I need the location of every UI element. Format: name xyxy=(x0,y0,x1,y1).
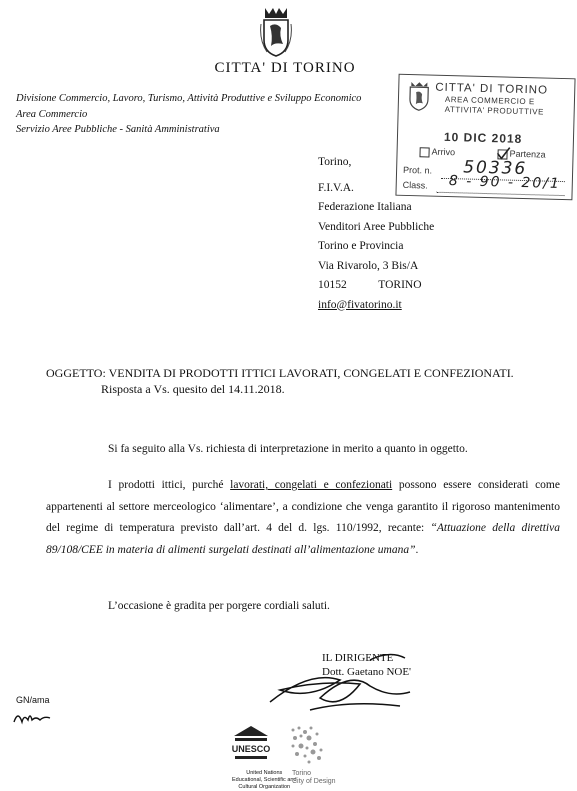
paragraph-main-part: I prodotti ittici, purché xyxy=(108,479,231,491)
prot-number: 50336 xyxy=(462,157,528,180)
stamp-title: CITTA' DI TORINO xyxy=(435,81,549,97)
paragraph-main-part: possono essere considerati come appartenenti al settore merceologico ‘alimentare’, a condizione che venga garantito il rigoroso mantenimento del regime di temperatura previsto dall’art. 4 del d. lgs. 110/1992, recante: xyxy=(46,479,560,534)
stamp-subtitle xyxy=(445,95,545,118)
subject-line xyxy=(46,365,514,381)
place-line: Torino, xyxy=(318,156,352,168)
recipient-city-line xyxy=(318,276,434,296)
torino-city-of-design-logo xyxy=(287,722,331,766)
city-name: CITTA' DI TORINO xyxy=(214,60,356,76)
handwritten-initials xyxy=(12,708,54,726)
unesco-caption-line: Cultural Organization xyxy=(238,784,291,790)
handwritten-signature xyxy=(250,640,420,720)
department-block xyxy=(16,91,361,138)
recipient-line: Via Rivarolo, 3 Bis/A xyxy=(318,259,419,272)
arrivo-label: Arrivo xyxy=(431,146,456,158)
signature-role: IL DIRIGENTE xyxy=(322,652,394,664)
typist-initials: GN/ama xyxy=(16,695,50,705)
unesco-caption-line: United Nations xyxy=(246,770,283,776)
prot-label: Prot. n. xyxy=(402,164,433,176)
recipient-cap: 10152 xyxy=(318,279,347,291)
subject-reference: Risposta a Vs. quesito del 14.11.2018. xyxy=(101,382,285,396)
unesco-logo xyxy=(232,724,270,762)
unesco-logo-word: UNESCO xyxy=(232,744,270,754)
city-crest-logo xyxy=(259,6,293,58)
paragraph-closing: L’occasione è gradita per porgere cordiali saluti. xyxy=(108,600,330,612)
torino-caption-line: City of Design xyxy=(292,778,336,785)
unesco-caption-line: Educational, Scientific and xyxy=(232,777,297,783)
recipient-line: Torino e Provincia xyxy=(318,240,404,252)
class-label: Class. xyxy=(402,179,428,191)
torino-caption xyxy=(292,770,336,786)
subject-text: VENDITA DI PRODOTTI ITTICI LAVORATI, CONGELATI E CONFEZIONATI. xyxy=(108,366,514,380)
paragraph-main-end: . xyxy=(415,543,419,556)
partenza-label: Partenza xyxy=(509,148,546,160)
stamp-subtitle-line: ATTIVITA' PRODUTTIVE xyxy=(444,104,545,117)
paragraph-intro: Si fa seguito alla Vs. richiesta di interpretazione in merito a quanto in oggetto. xyxy=(108,443,468,455)
signature-name: Dott. Gaetano NOE' xyxy=(322,666,412,678)
subject-label: OGGETTO: xyxy=(46,366,106,380)
department-line: Servizio Aree Pubbliche - Sanità Amministrativa xyxy=(16,124,220,135)
stamp-date: 10 DIC 2018 xyxy=(443,129,523,146)
class-line xyxy=(437,192,565,196)
recipient-city: TORINO xyxy=(378,279,422,291)
recipient-line: F.I.V.A. xyxy=(318,181,354,194)
unesco-caption xyxy=(232,770,297,791)
department-line: Area Commercio xyxy=(16,108,88,120)
subject-block xyxy=(46,365,514,397)
paragraph-main-quote: “Attuazione della direttiva 89/108/CEE in materia di alimenti surgelati destinati all’alimentazione umana” xyxy=(46,522,560,556)
stamp-subtitle-line: AREA COMMERCIO E xyxy=(444,94,535,107)
recipient-line: Venditori Aree Pubbliche xyxy=(318,220,435,233)
recipient-block xyxy=(318,153,434,315)
paragraph-main-underlined: lavorati, congelati e confezionati xyxy=(230,479,393,491)
class-number: 8 - 90 - 20/1 xyxy=(448,173,562,192)
stamp-crest-icon xyxy=(407,81,432,112)
department-line: Divisione Commercio, Lavoro, Turismo, Attività Produttive e Sviluppo Economico xyxy=(16,93,362,104)
paragraph-main xyxy=(46,475,560,561)
torino-caption-line: Torino xyxy=(292,770,312,777)
recipient-email-link[interactable]: info@fivatorino.it xyxy=(318,298,402,311)
recipient-line: Federazione Italiana xyxy=(318,201,412,213)
